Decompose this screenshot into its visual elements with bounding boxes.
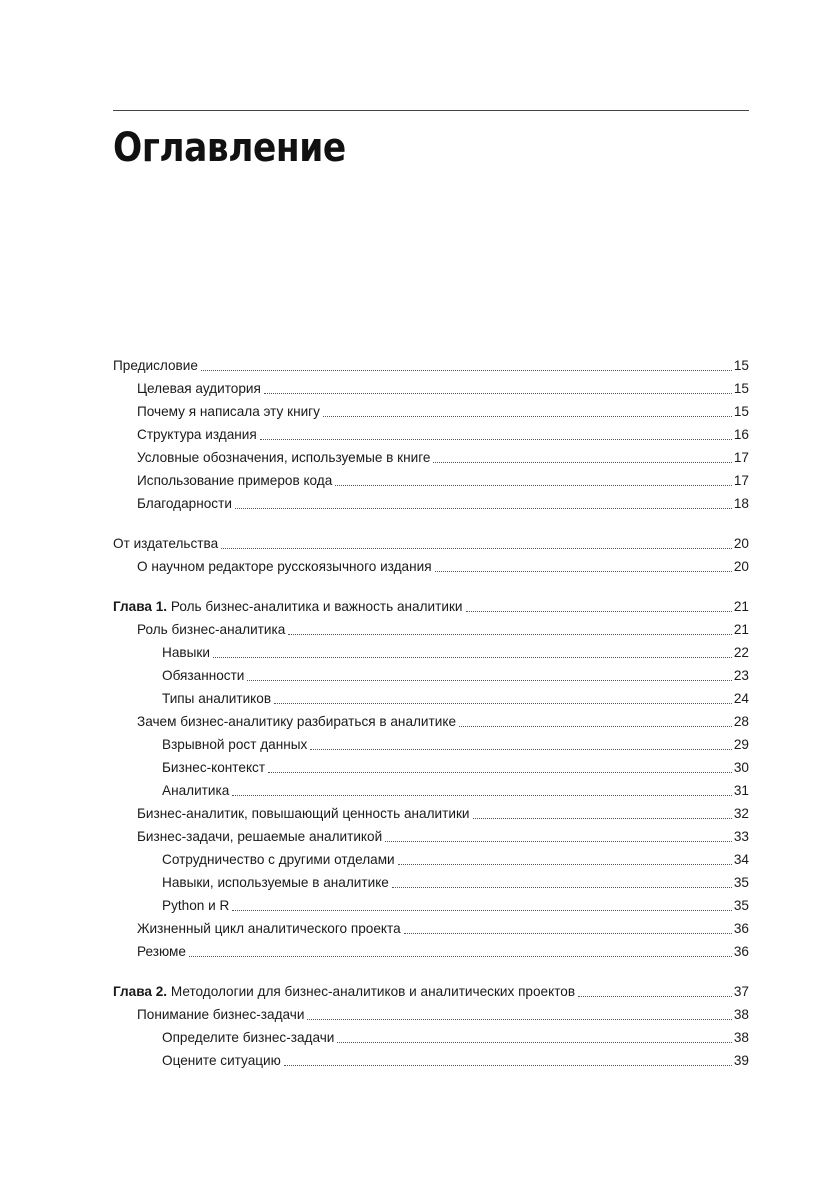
dot-leader	[433, 462, 731, 463]
toc-entry-why-analytics[interactable]	[137, 708, 749, 730]
toc-entry-text: Жизненный цикл аналитического проекта	[137, 921, 401, 936]
dot-leader	[392, 887, 732, 888]
toc-entry-text: Сотрудничество с другими отделами	[162, 852, 395, 867]
toc-page-number: 15	[733, 358, 749, 373]
chapter-title: Роль бизнес-аналитика и важность аналитики	[167, 599, 463, 614]
toc-entry-analytics[interactable]	[162, 777, 749, 799]
toc-entry-text: Бизнес-задачи, решаемые аналитикой	[137, 829, 383, 844]
toc-entry-text: Почему я написала эту книгу	[137, 404, 320, 419]
toc-entry-text: Определите бизнес-задачи	[162, 1030, 335, 1045]
toc-entry-text: О научном редакторе русскоязычного издания	[137, 559, 432, 574]
dot-leader	[310, 749, 732, 750]
dot-leader	[307, 1019, 731, 1020]
toc-entry-code-examples[interactable]	[137, 467, 749, 489]
toc-entry-text: Понимание бизнес-задачи	[137, 1007, 305, 1022]
dot-leader	[466, 611, 732, 612]
toc-entry-text: Бизнес-контекст	[162, 760, 266, 775]
dot-leader	[459, 726, 732, 727]
toc-page-number: 34	[733, 852, 749, 867]
toc-entry-text: Навыки	[162, 645, 210, 660]
toc-page-number: 38	[733, 1030, 749, 1045]
chapter-title: Методологии для бизнес-аналитиков и аналитических проектов	[167, 984, 576, 999]
toc-entry-target-audience[interactable]	[137, 375, 749, 397]
dot-leader	[337, 1042, 731, 1043]
dot-leader	[268, 772, 732, 773]
toc-page-number: 21	[733, 622, 749, 637]
dot-leader	[404, 933, 732, 934]
toc-entry-ba-role[interactable]	[137, 616, 749, 638]
toc-entry-text: Python и R	[162, 898, 230, 913]
dot-leader	[288, 634, 732, 635]
dot-leader	[578, 996, 732, 997]
toc-page-number: 22	[733, 645, 749, 660]
toc-entry-text	[113, 984, 577, 1000]
dot-leader	[385, 841, 732, 842]
toc-entry-text: Роль бизнес-аналитика	[137, 622, 286, 637]
toc-entry-text: Условные обозначения, используемые в книге	[137, 450, 431, 465]
toc-entry-text: Использование примеров кода	[137, 473, 333, 488]
dot-leader	[201, 370, 732, 371]
toc-page-number: 35	[733, 875, 749, 890]
toc-page-number: 23	[733, 668, 749, 683]
dot-leader	[189, 956, 732, 957]
toc-page-number: 36	[733, 944, 749, 959]
chapter-label: Глава 1.	[113, 599, 168, 614]
toc-page-number: 28	[733, 714, 749, 729]
toc-entry-define-tasks[interactable]	[162, 1024, 749, 1046]
toc-entry-responsibilities[interactable]	[162, 662, 749, 684]
dot-leader	[235, 508, 732, 509]
toc-page-number: 20	[733, 559, 749, 574]
toc-entry-business-context[interactable]	[162, 754, 749, 776]
toc-page-number: 16	[733, 427, 749, 442]
toc-page-number: 32	[733, 806, 749, 821]
toc-entry-skills[interactable]	[162, 639, 749, 661]
toc-entry-scientific-editor[interactable]	[137, 553, 749, 575]
page-title: Оглавление	[113, 125, 346, 171]
dot-leader	[213, 657, 732, 658]
toc-page-number: 15	[733, 381, 749, 396]
toc-entry-text: Оцените ситуацию	[162, 1053, 281, 1068]
toc-page-number: 15	[733, 404, 749, 419]
toc-entry-text: Обязанности	[162, 668, 245, 683]
toc-page-number: 20	[733, 536, 749, 551]
dot-leader	[247, 680, 731, 681]
toc-page-number: 38	[733, 1007, 749, 1022]
toc-entry-collaboration[interactable]	[162, 846, 749, 868]
dot-leader	[274, 703, 732, 704]
dot-leader	[232, 795, 732, 796]
chapter-label: Глава 2.	[113, 984, 168, 999]
toc-entry-structure[interactable]	[137, 421, 749, 443]
toc-entry-from-publisher[interactable]	[113, 530, 749, 552]
toc-page-number: 31	[733, 783, 749, 798]
dot-leader	[284, 1065, 732, 1066]
toc-entry-text: Бизнес-аналитик, повышающий ценность аналитики	[137, 806, 470, 821]
toc-entry-project-lifecycle[interactable]	[137, 915, 749, 937]
toc-entry-text: Резюме	[137, 944, 186, 959]
toc-entry-analytics-skills[interactable]	[162, 869, 749, 891]
toc-entry-business-tasks[interactable]	[137, 823, 749, 845]
dot-leader	[435, 571, 732, 572]
toc-entry-text: Аналитика	[162, 783, 230, 798]
dot-leader	[473, 818, 732, 819]
toc-entry-analyst-types[interactable]	[162, 685, 749, 707]
toc-entry-preface[interactable]	[113, 352, 749, 374]
dot-leader	[323, 416, 732, 417]
toc-page-number: 30	[733, 760, 749, 775]
toc-page-number: 37	[733, 984, 749, 999]
toc-page-number: 24	[733, 691, 749, 706]
dot-leader	[264, 393, 732, 394]
toc-entry-assess-situation[interactable]	[162, 1047, 749, 1069]
toc-entry-data-growth[interactable]	[162, 731, 749, 753]
toc-entry-chapter-1[interactable]	[113, 593, 749, 615]
toc-page-number: 17	[733, 450, 749, 465]
toc-page-number: 35	[733, 898, 749, 913]
toc-entry-text: Предисловие	[113, 358, 198, 373]
dot-leader	[335, 485, 732, 486]
toc-page-number: 17	[733, 473, 749, 488]
toc-entry-summary[interactable]	[137, 938, 749, 960]
toc-entry-python-r[interactable]	[162, 892, 749, 914]
toc-entry-text: Взрывной рост данных	[162, 737, 308, 752]
dot-leader	[232, 910, 732, 911]
toc-entry-text: Зачем бизнес-аналитику разбираться в аналитике	[137, 714, 457, 729]
toc-entry-text: Навыки, используемые в аналитике	[162, 875, 389, 890]
toc-page-number: 33	[733, 829, 749, 844]
toc-entry-conventions[interactable]	[137, 444, 749, 466]
toc-entry-text: От издательства	[113, 536, 219, 551]
toc-entry-text	[113, 599, 465, 615]
toc-entry-text: Структура издания	[137, 427, 257, 442]
toc-entry-understanding-task[interactable]	[137, 1001, 749, 1023]
dot-leader	[260, 439, 732, 440]
toc-entry-text: Типы аналитиков	[162, 691, 272, 706]
toc-page-number: 39	[733, 1053, 749, 1068]
toc-entry-why-i-wrote[interactable]	[137, 398, 749, 420]
dot-leader	[398, 864, 732, 865]
toc-page-number: 29	[733, 737, 749, 752]
toc-page-number: 36	[733, 921, 749, 936]
toc-entry-text: Целевая аудитория	[137, 381, 261, 396]
toc-page-number: 18	[733, 496, 749, 511]
toc-entry-text: Благодарности	[137, 496, 232, 511]
dot-leader	[221, 548, 732, 549]
toc-entry-acknowledgements[interactable]	[137, 490, 749, 512]
toc-page-number: 21	[733, 599, 749, 614]
toc-entry-chapter-2[interactable]	[113, 978, 749, 1000]
toc-entry-ba-value[interactable]	[137, 800, 749, 822]
